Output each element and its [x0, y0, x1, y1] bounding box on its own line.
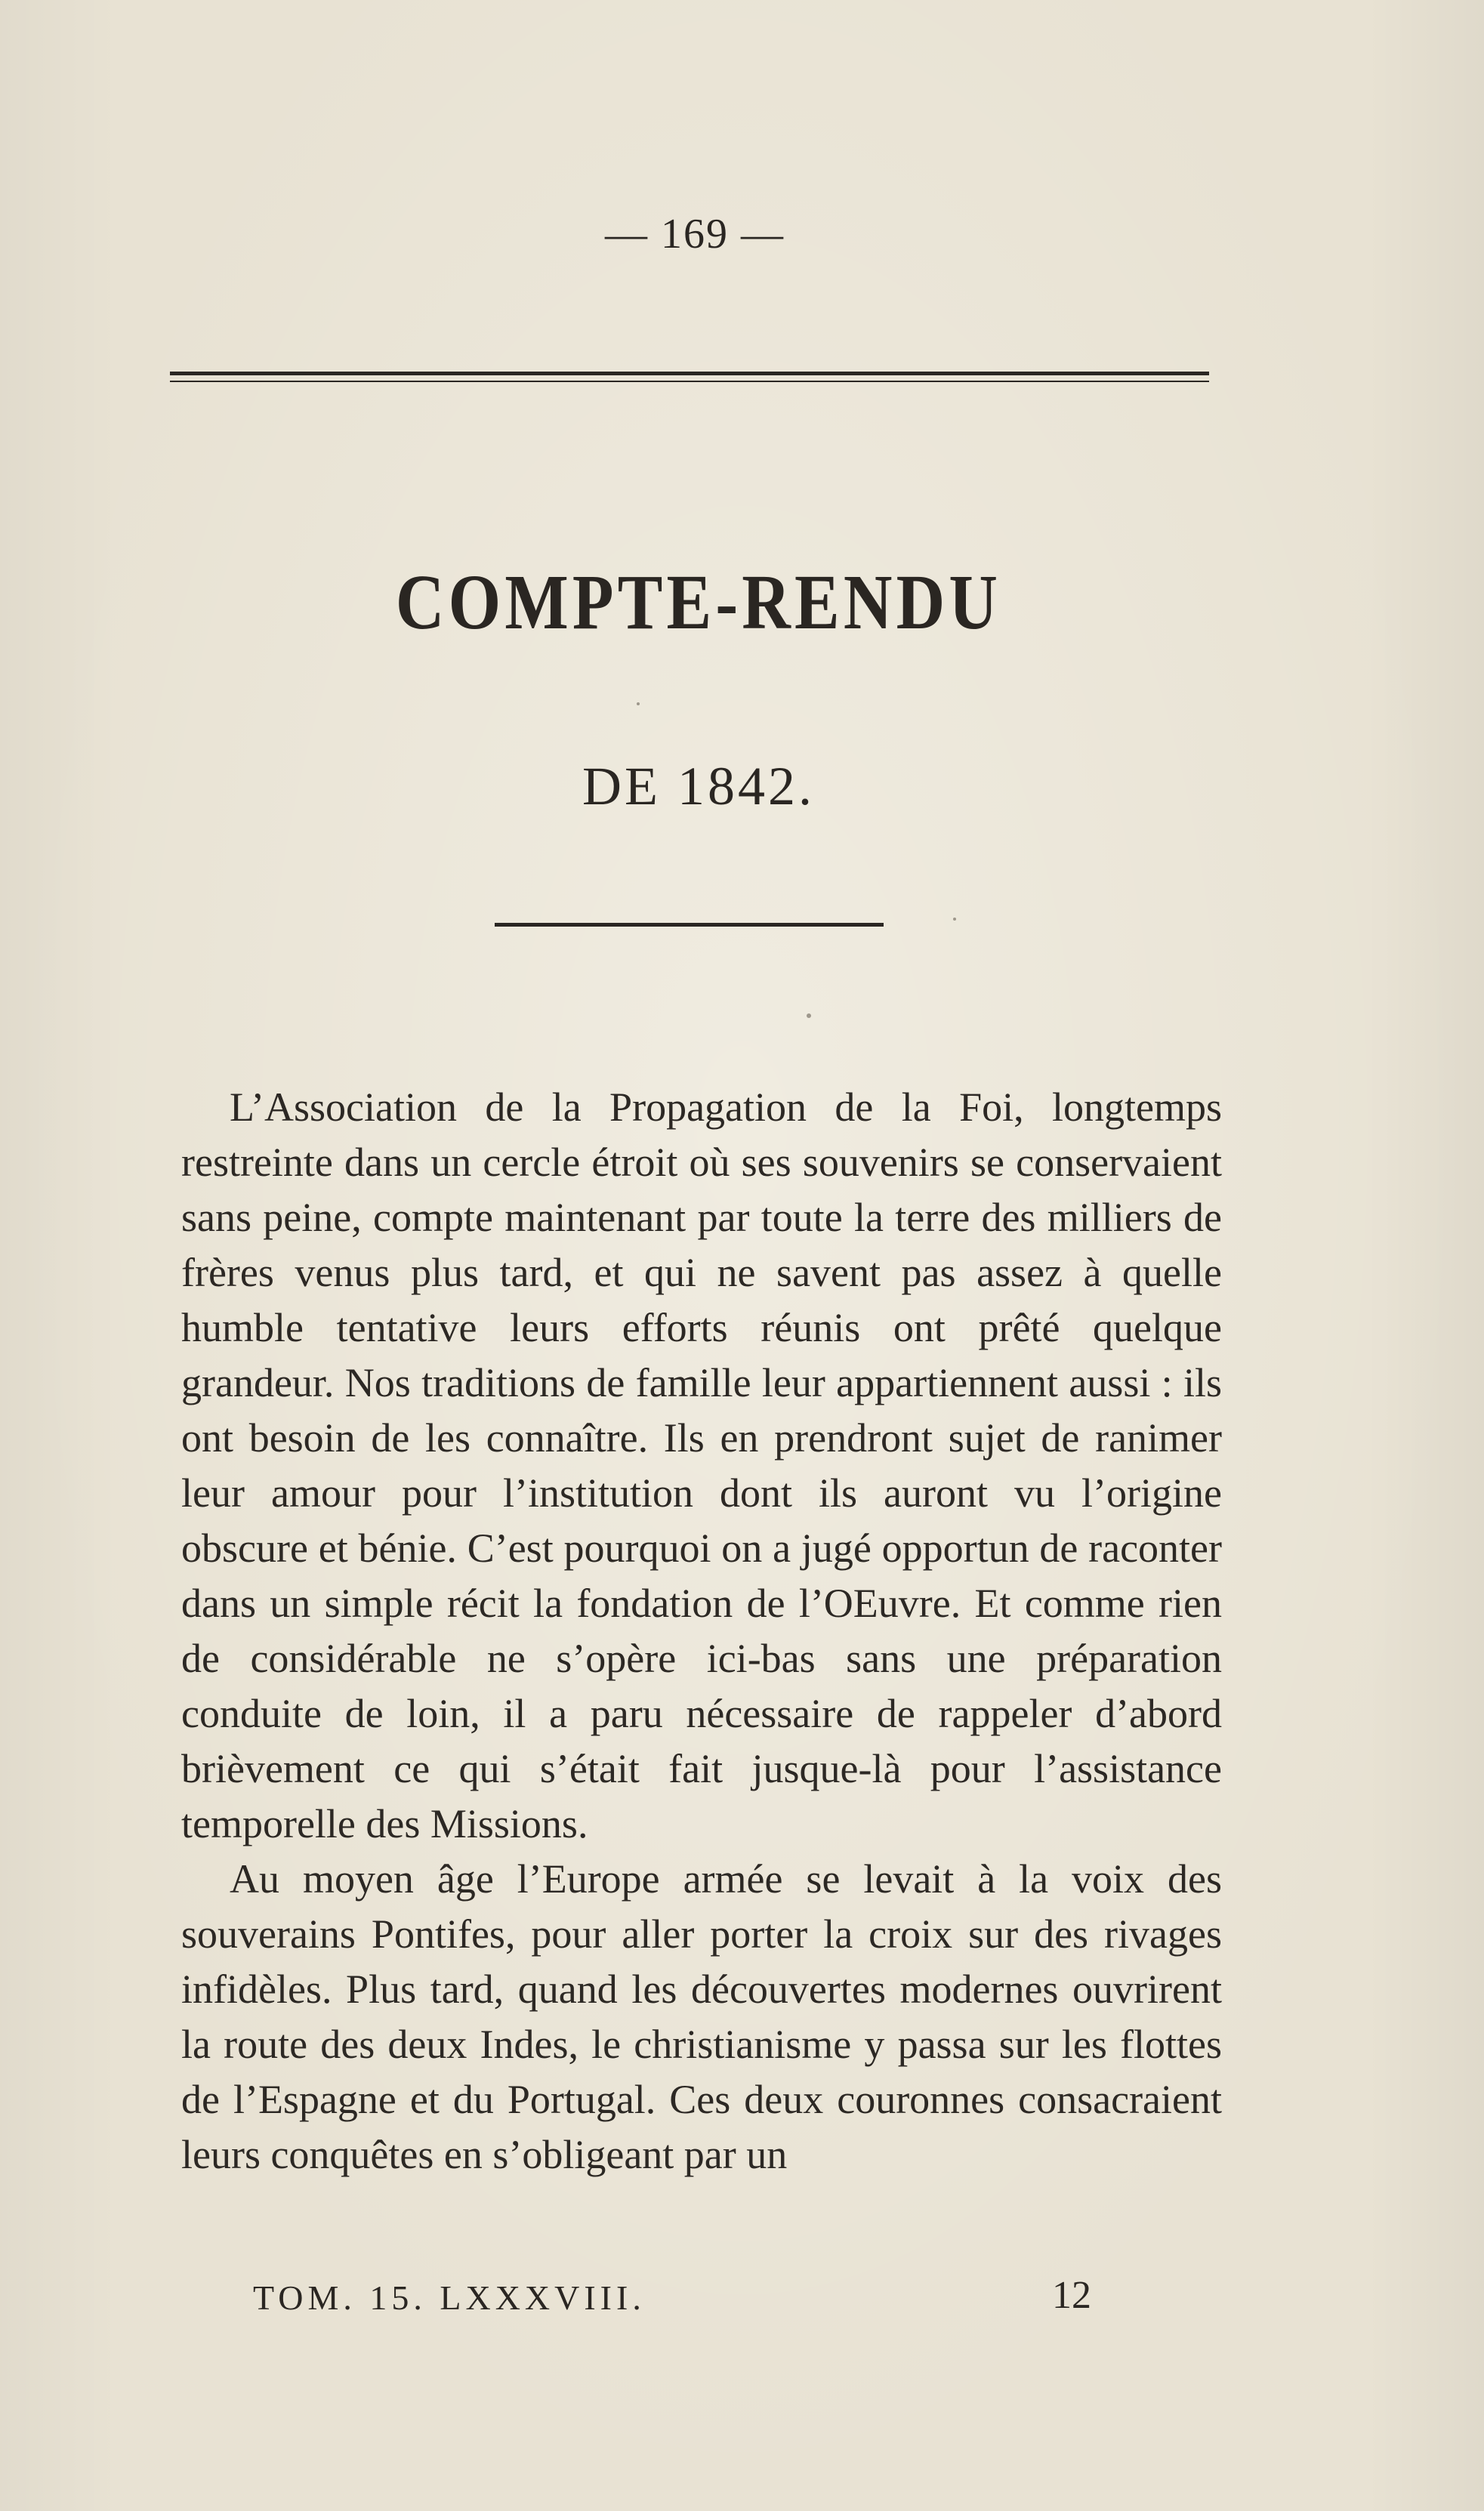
title-separator-rule: [495, 923, 884, 927]
page-number: — 169 —: [605, 211, 785, 258]
sheet-number: 12: [1052, 2274, 1091, 2317]
paper-speck: [807, 1013, 811, 1018]
page-subtitle: DE 1842.: [582, 756, 815, 816]
paragraph-2: Au moyen âge l’Europe armée se levait à la voix des souverains Pontifes, pour aller porter la croix sur des rivages infidèles. Plus tard, quand les découvertes modernes ouvrirent la route des deux Indes, le christianisme y passa sur les flottes de l’Espagne et du Portugal. Ces deux couronnes consacraient leurs conquêtes en s’obligeant par un: [181, 1856, 1222, 2177]
paper-speck: [637, 702, 640, 705]
page-title: COMPTE-RENDU: [395, 559, 1002, 646]
paper-speck: [953, 918, 956, 921]
paragraph-1: L’Association de la Propagation de la Foi, longtemps restreinte dans un cercle étroit où ses souvenirs se conservaient sans peine, compte maintenant par toute la terre des milliers de frères venus plus tard, et qui ne savent pas assez à quelle humble tentative leurs efforts réunis ont prêté quelque grandeur. Nos traditions de famille leur appartiennent aussi : ils ont besoin de les connaître. Ils en prendront sujet de ranimer leur amour pour l’institution dont ils auront vu l’origine obscure et bénie. C’est pourquoi on a jugé opportun de raconter dans un simple récit la fondation de l’OEuvre. Et comme rien de considérable ne s’opère ici-bas sans une préparation conduite de loin, il a paru nécessaire de rappeler d’abord brièvement ce qui s’était fait jusque-là pour l’assistance temporelle des Missions.: [181, 1084, 1222, 1846]
page-footer: [253, 2273, 1091, 2326]
body-text: [181, 1080, 1222, 2182]
header-double-rule: [170, 372, 1209, 382]
volume-signature: TOM. 15. LXXXVIII.: [253, 2278, 646, 2317]
